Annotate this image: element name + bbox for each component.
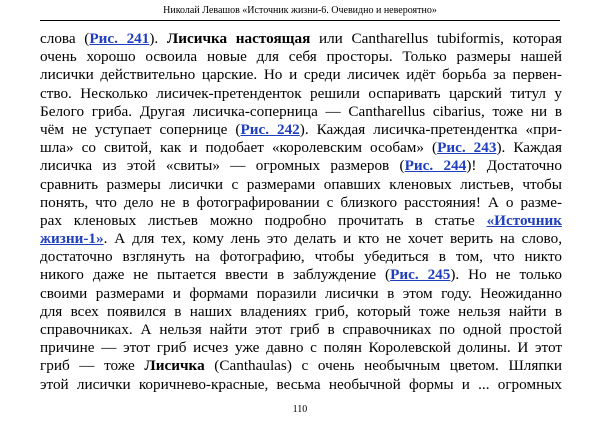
text-segment: ство. Несколько лисичек-претенденток решили оспаривать царский титул у xyxy=(40,84,562,102)
text-line xyxy=(40,48,562,66)
page-header xyxy=(40,4,560,21)
text-segment: или Cantharellus tubiformis, которая xyxy=(310,30,562,47)
text-segment: (Canthaulas) с очень необычным цветом. Шляпки xyxy=(204,357,562,375)
figure-reference-link[interactable]: жизни-1» xyxy=(40,230,104,248)
text-segment: очень хорошо освоила новые для себя просторы. Только размеры нашей xyxy=(40,48,562,66)
text-line xyxy=(40,212,562,230)
page-number: 110 xyxy=(292,404,308,415)
text-segment: . А для тех, кому лень это делать и кто не хочет верить на слово, xyxy=(103,230,562,248)
text-segment: чём не уступает сопернице ( xyxy=(40,120,241,138)
text-segment: лисичка из этой «свиты» — огромных размеров ( xyxy=(40,157,405,175)
text-line xyxy=(40,321,562,339)
figure-reference-link[interactable]: Рис. 241 xyxy=(89,30,150,47)
figure-reference-link[interactable]: Рис. 243 xyxy=(437,139,497,157)
text-line xyxy=(40,139,562,157)
text-line xyxy=(40,285,562,303)
text-segment: лисички действительно царские. Но и среди лисичек идёт борьба за первен- xyxy=(40,66,562,84)
text-segment: понять, что дело не в фотографировании с близкого расстояния! А о разме- xyxy=(40,193,562,211)
header-title: Николай Левашов «Источник жизни-6. Очевидно и невероятно» xyxy=(163,5,437,16)
text-line xyxy=(40,303,562,321)
text-line xyxy=(40,248,562,266)
text-segment: этой лисички коричнево-красные, весьма необычной формы и ... огромных xyxy=(40,375,562,393)
text-line xyxy=(40,230,562,248)
figure-reference-link[interactable]: Рис. 242 xyxy=(240,120,300,138)
text-segment: сравнить размеры лисички с размерами опавших кленовых листьев, чтобы xyxy=(40,175,562,193)
text-line xyxy=(40,376,562,394)
text-line xyxy=(40,176,562,194)
text-segment: ). Каждая xyxy=(496,139,562,157)
text-segment: шла» со свитой, как и подобает «королевским особам» ( xyxy=(40,139,438,157)
text-segment: рах кленовых листьев можно подробно прочитать в статье xyxy=(40,211,487,229)
page-body-text xyxy=(40,30,562,394)
bold-term: Лисичка настоящая xyxy=(166,30,311,47)
text-segment: Белого гриба. Другая лисичка-соперница — Cantharellus cibarius, тоже ни в xyxy=(40,102,562,120)
text-segment: причине — этот гриб исчез уже давно с полян Королевской долины. И этот xyxy=(40,339,562,357)
figure-reference-link[interactable]: Рис. 244 xyxy=(404,157,467,175)
text-line xyxy=(40,194,562,212)
text-line xyxy=(40,357,562,375)
text-line xyxy=(40,66,562,84)
text-line xyxy=(40,121,562,139)
text-segment: для всех появился в наших владениях гриб, который тоже нельзя найти в xyxy=(40,302,562,320)
figure-reference-link[interactable]: Рис. 245 xyxy=(390,266,451,284)
text-segment: ). xyxy=(149,30,167,47)
text-segment: справочниках. А нельзя найти этот гриб в справочниках по одной простой xyxy=(40,321,562,338)
text-segment: ). Каждая лисичка-претендентка «при- xyxy=(299,120,562,138)
text-segment: достаточно взглянуть на фотографию, чтобы убедиться в том, что никто xyxy=(40,248,562,266)
text-segment: ). Но не только xyxy=(450,266,562,284)
text-segment: никого даже не пытается ввести в заблуждение ( xyxy=(40,266,391,284)
text-line xyxy=(40,85,562,103)
figure-reference-link[interactable]: «Источник xyxy=(486,211,562,229)
text-line xyxy=(40,103,562,121)
text-line xyxy=(40,339,562,357)
text-segment: гриб — тоже xyxy=(40,357,145,375)
text-line xyxy=(40,30,562,48)
text-line xyxy=(40,157,562,175)
text-segment: своими размерами и формами поразили лисички в этом году. Неожиданно xyxy=(40,284,562,302)
text-segment: слова ( xyxy=(40,30,90,47)
text-line xyxy=(40,266,562,284)
text-segment: )! Достаточно xyxy=(466,157,562,175)
bold-term: Лисичка xyxy=(144,357,205,375)
